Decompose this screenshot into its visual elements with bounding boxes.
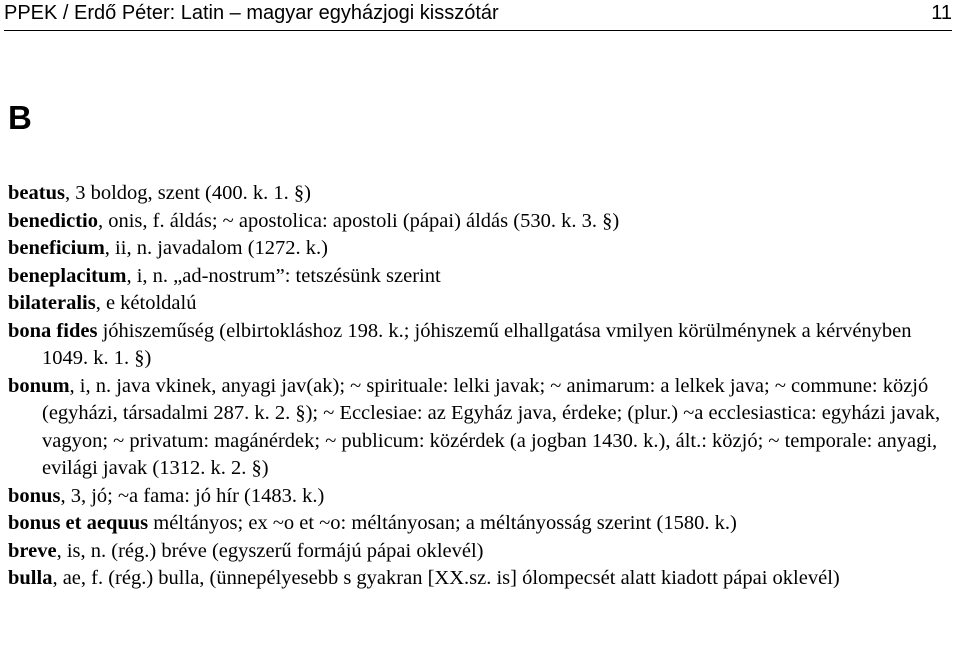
entry-headword: bilateralis [8,292,96,314]
entry-headword: bona fides [8,319,98,342]
entry-definition: méltányos; ex ~o et ~o: méltányosan; a méltányosság szerint (1580. k.) [148,512,737,534]
entry-definition: , 3, jó; ~a fama: jó hír (1483. k.) [60,484,325,507]
dictionary-entry [8,318,953,373]
dictionary-entries [8,180,953,593]
entry-definition: , onis, f. áldás; ~ apostolica: apostoli (pápai) áldás (530. k. 3. §) [97,209,620,232]
entry-headword: beneplacitum [8,264,127,287]
entry-definition: , e kétoldalú [95,292,197,314]
entry-headword: bonum [8,374,70,397]
entry-definition: jóhiszeműség (elbirtokláshoz 198. k.; jóhiszemű elhallgatása vmilyen körülménynek a kérvényben 1049. k. 1. §) [42,319,912,369]
dictionary-entry [8,180,953,208]
dictionary-entry [8,565,953,593]
entry-headword: bonus [8,484,61,507]
dictionary-entry [8,263,953,291]
dictionary-entry [8,538,953,566]
section-letter: B [8,99,32,136]
entry-definition: , is, n. (rég.) bréve (egyszerű formájú pápai oklevél) [56,539,484,562]
dictionary-entry [8,373,953,483]
entry-headword: bonus et aequus [8,512,149,534]
page-number: 11 [931,2,952,24]
entry-definition: , ae, f. (rég.) bulla, (ünnepélyesebb s gyakran [XX.sz. is] ólompecsét alatt kiadott pápai oklevél) [52,567,840,589]
entry-headword: beatus [8,182,65,204]
dictionary-entry [8,235,953,263]
entry-definition: , 3 boldog, szent (400. k. 1. §) [64,182,311,204]
entry-definition: , ii, n. javadalom (1272. k.) [104,237,328,259]
entry-definition: , i, n. java vkinek, anyagi jav(ak); ~ spirituale: lelki javak; ~ animarum: a lelkek java; ~ commune: közjó (egyházi, társadalmi 287. k. 2. §); ~ Ecclesiae: az Egyház java, érdeke; (plur.) ~a ecclesiastica: egyházi javak, vagyon; ~ privatum: magánérdek; ~ publicum: közérdek (a jogban 1430. k.), ált.: közjó; ~ temporale: anyagi, evilági javak (1312. k. 2. §) [42,374,941,479]
dictionary-entry [8,483,953,511]
header-title: PPEK / Erdő Péter: Latin – magyar egyházjogi kisszótár [4,2,499,24]
entry-headword: breve [8,539,57,562]
page-header [4,0,952,31]
dictionary-entry [8,290,953,318]
entry-headword: beneficium [8,237,105,259]
entry-definition: , i, n. „ad-nostrum”: tetszésünk szerint [126,264,441,287]
dictionary-entry [8,208,953,236]
entry-headword: bulla [8,567,53,589]
dictionary-entry [8,510,953,538]
entry-headword: benedictio [8,209,98,232]
